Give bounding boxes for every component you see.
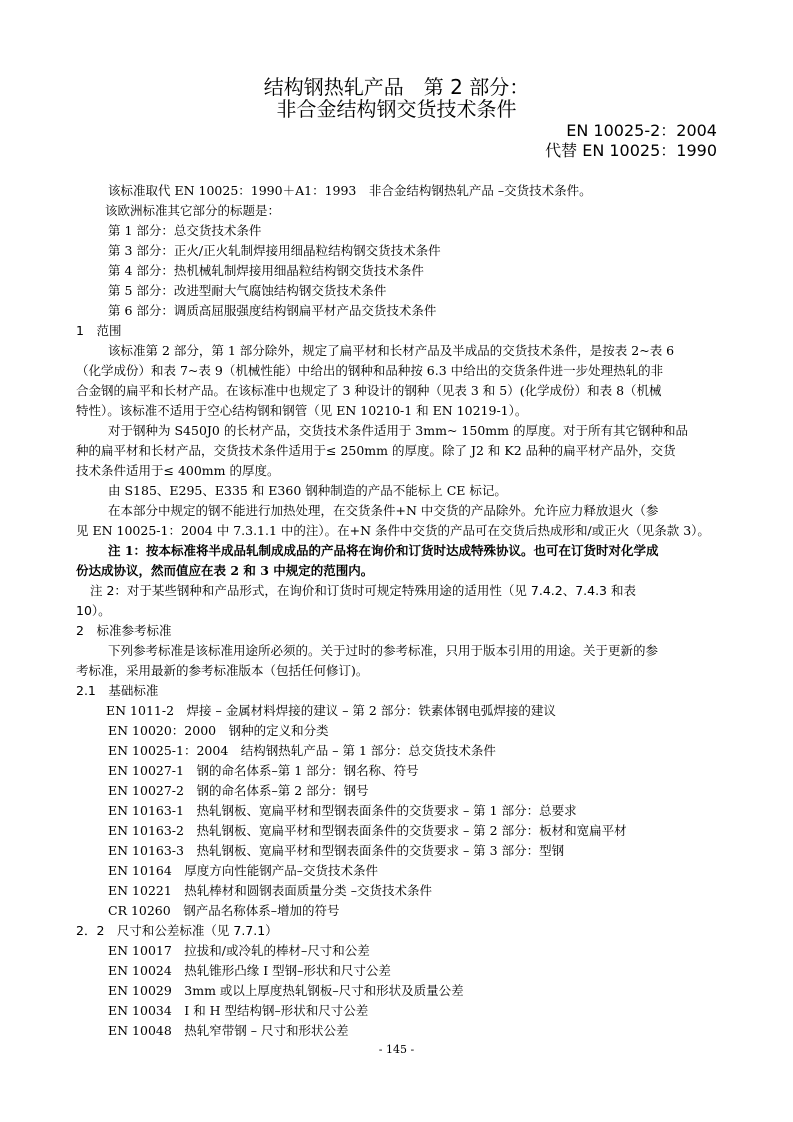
- reference-item: EN 10027-1 钢的命名体系–第 1 部分：钢名称、符号: [108, 763, 419, 778]
- standard-number: EN 10025-2：2004: [566, 121, 717, 140]
- section-1-line: 特性）。该标准不适用于空心结构钢和钢管（见 EN 10210-1 和 EN 10219-1）。: [76, 403, 528, 418]
- reference-item: EN 10029 3mm 或以上厚度热轧钢板–尺寸和形状及质量公差: [108, 983, 464, 998]
- part-item: 第 6 部分：调质高屈服强度结构钢扁平材产品交货技术条件: [108, 303, 437, 318]
- supersedes-text: 该标准取代 EN 10025：1990＋A1：1993 非合金结构钢热轧产品 –交货技术条件。: [108, 183, 592, 198]
- reference-item: EN 10163-1 热轧钢板、宽扁平材和型钢表面条件的交货要求 – 第 1 部分：总要求: [108, 803, 577, 818]
- reference-item: EN 10048 热轧窄带钢 – 尺寸和形状公差: [108, 1023, 349, 1038]
- section-2-1-heading: 2.1 基础标准: [76, 683, 159, 698]
- reference-item: EN 10027-2 钢的命名体系–第 2 部分：钢号: [108, 783, 369, 798]
- reference-item: EN 10020：2000 钢种的定义和分类: [108, 723, 329, 738]
- part-item: 第 4 部分：热机械轧制焊接用细晶粒结构钢交货技术条件: [108, 263, 424, 278]
- reference-item: EN 10024 热轧锥形凸缘 I 型钢–形状和尺寸公差: [108, 963, 391, 978]
- section-1-line: 该标准第 2 部分，第 1 部分除外，规定了扁平材和长材产品及半成品的交货技术条件，是按表 2~表 6: [108, 343, 675, 358]
- part-item: 第 3 部分：正火/正火轧制焊接用细晶粒结构钢交货技术条件: [108, 243, 441, 258]
- section-1-line: 种的扁平材和长材产品，交货技术条件适用于≤ 250mm 的厚度。除了 J2 和 K2 品种的扁平材产品外，交货: [76, 443, 676, 458]
- section-1-line: 技术条件适用于≤ 400mm 的厚度。: [76, 463, 280, 478]
- reference-item: EN 10164 厚度方向性能钢产品–交货技术条件: [108, 863, 379, 878]
- reference-item: EN 10163-3 热轧钢板、宽扁平材和型钢表面条件的交货要求 – 第 3 部分：型钢: [108, 843, 565, 858]
- title-line-2: 非合金结构钢交货技术条件: [276, 97, 517, 121]
- note-2-line: 10）。: [76, 603, 111, 618]
- section-1-line: 对于钢种为 S450J0 的长材产品，交货技术条件适用于 3mm~ 150mm 的厚度。对于所有其它钢种和品: [108, 423, 688, 438]
- section-1-line: 由 S185、E295、E335 和 E360 钢种制造的产品不能标上 CE 标记。: [108, 483, 507, 498]
- section-1-line: （化学成份）和表 7~表 9（机械性能）中给出的钢种和品种按 6.3 中给出的交货条件进一步处理热轧的非: [76, 363, 664, 378]
- section-2-line: 考标准，采用最新的参考标准版本（包括任何修订)。: [76, 663, 369, 678]
- section-1-line: 见 EN 10025-1：2004 中 7.3.1.1 中的注）。在+N 条件中交货的产品可在交货后热成形和/或正火（见条款 3）。: [76, 523, 710, 538]
- page-number: - 145 -: [378, 1043, 415, 1056]
- reference-item: EN 10017 拉拔和/或冷轧的棒材–尺寸和公差: [108, 943, 370, 958]
- title-line-1: 结构钢热轧产品 第 2 部分：: [263, 75, 530, 99]
- reference-item: EN 1011-2 焊接 – 金属材料焊接的建议 – 第 2 部分：铁素体钢电弧焊接的建议: [106, 703, 556, 718]
- reference-item: CR 10260 钢产品名称体系–增加的符号: [108, 903, 340, 918]
- note-2-line: 注 2：对于某些钢种和产品形式，在询价和订货时可规定特殊用途的适用性（见 7.4.2、7.4.3 和表: [90, 583, 636, 598]
- section-2-2-heading: 2．2 尺寸和公差标准（见 7.7.1）: [76, 923, 278, 938]
- section-2-line: 下列参考标准是该标准用途所必须的。关于过时的参考标准，只用于版本引用的用途。关于更新的参: [108, 643, 659, 658]
- section-2-heading: 2 标准参考标准: [76, 623, 172, 638]
- section-1-heading: 1 范围: [76, 323, 122, 338]
- part-item: 第 1 部分：总交货技术条件: [108, 223, 262, 238]
- note-1-line: 份达成协议，然而值应在表 2 和 3 中规定的范围内。: [76, 563, 374, 578]
- part-item: 第 5 部分：改进型耐大气腐蚀结构钢交货技术条件: [108, 283, 387, 298]
- reference-item: EN 10163-2 热轧钢板、宽扁平材和型钢表面条件的交货要求 – 第 2 部分：板材和宽扁平材: [108, 823, 627, 838]
- reference-item: EN 10221 热轧棒材和圆钢表面质量分类 –交货技术条件: [108, 883, 433, 898]
- note-1-line: 注 1：按本标准将半成品轧制成成品的产品将在询价和订货时达成特殊协议。也可在订货时对化学成: [108, 543, 659, 558]
- section-1-line: 在本部分中规定的钢不能进行加热处理，在交货条件+N 中交货的产品除外。允许应力释放退火（参: [108, 503, 659, 518]
- parts-heading: 该欧洲标准其它部分的标题是：: [105, 203, 281, 218]
- section-1-line: 合金钢的扁平和长材产品。在该标准中也规定了 3 种设计的钢种（见表 3 和 5）(化学成份）和表 8（机械: [76, 383, 662, 398]
- reference-item: EN 10034 I 和 H 型结构钢–形状和尺寸公差: [108, 1003, 369, 1018]
- replaces-standard: 代替 EN 10025：1990: [545, 141, 717, 160]
- reference-item: EN 10025-1：2004 结构钢热轧产品 – 第 1 部分：总交货技术条件: [108, 743, 496, 758]
